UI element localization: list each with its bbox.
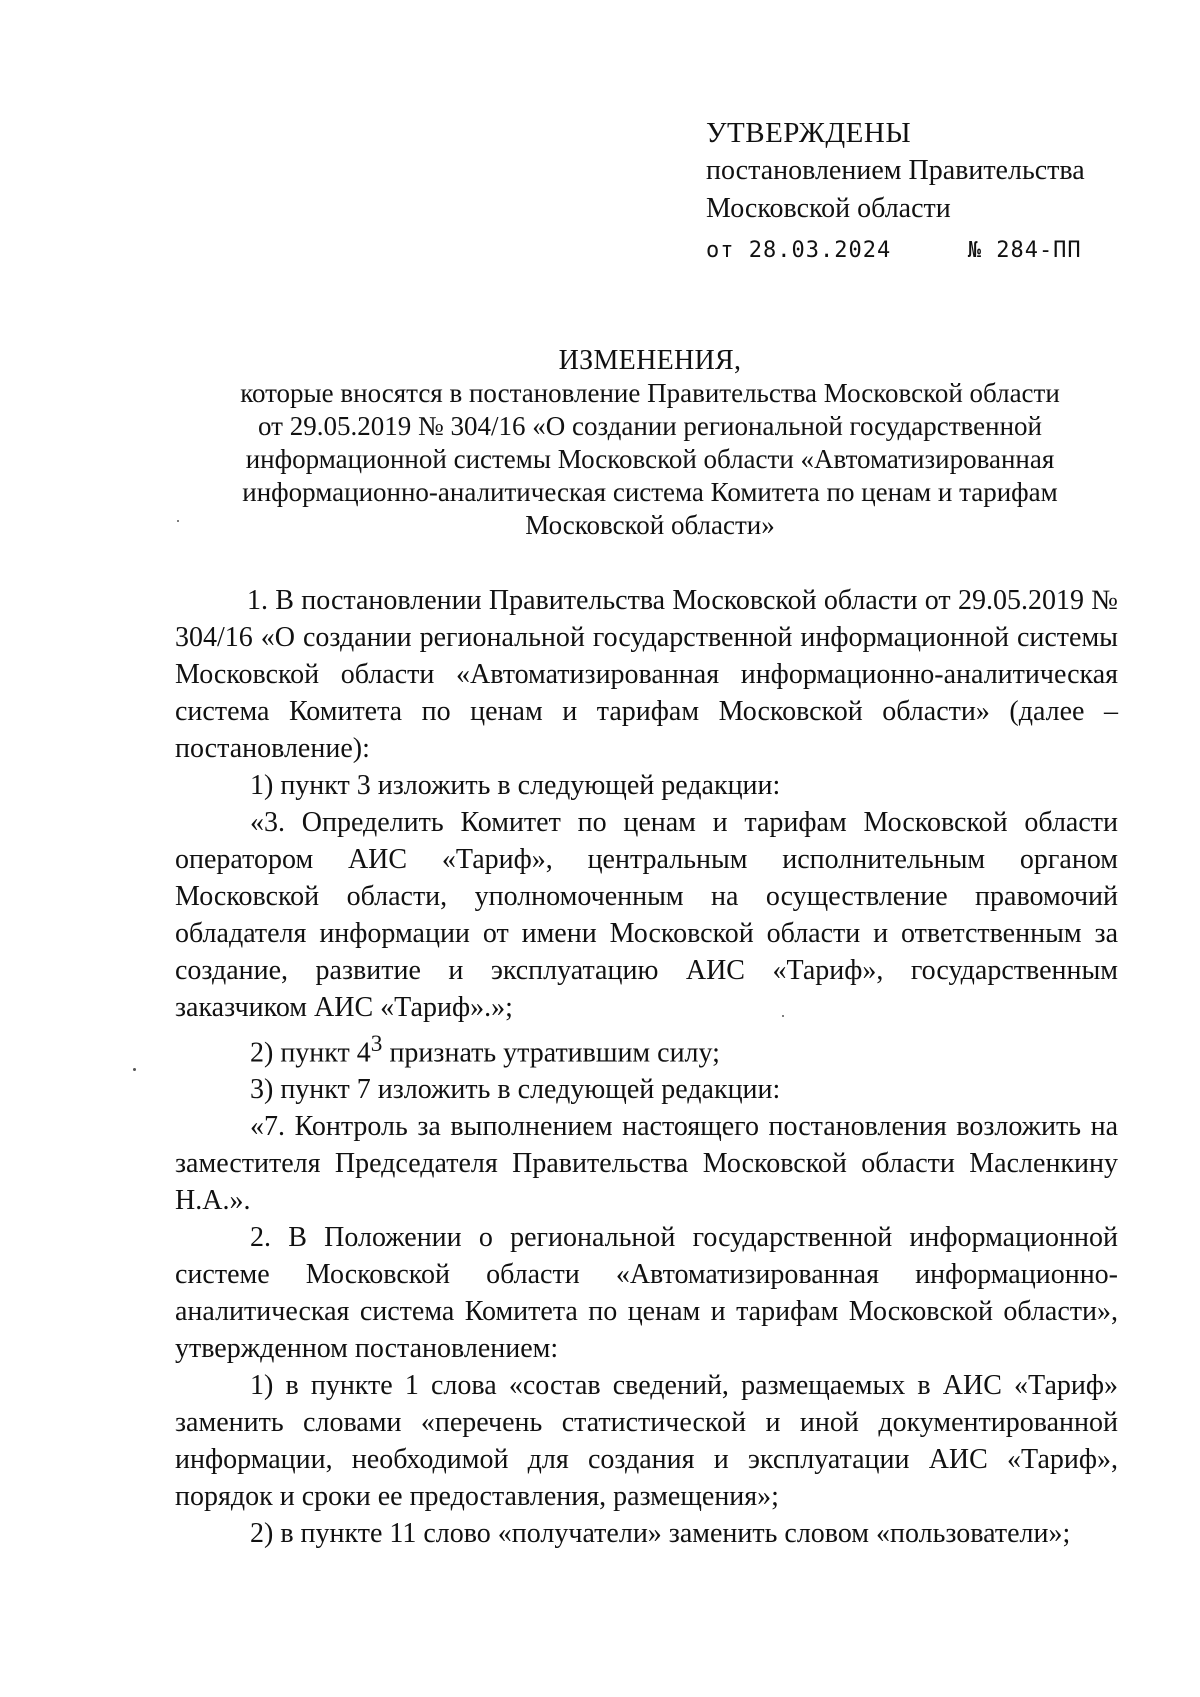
paragraph-4 (175, 1026, 1118, 1071)
paragraph-4-before: 2) пункт 4 (250, 1037, 371, 1069)
approval-stamp (706, 114, 1146, 270)
heading-title: ИЗМЕНЕНИЯ, (558, 345, 742, 376)
heading-line-5: Московской области» (525, 510, 775, 540)
approval-title: УТВЕРЖДЕНЫ (706, 117, 912, 149)
scan-speck (177, 520, 179, 522)
paragraph-4-superscript: 3 (370, 1031, 383, 1057)
approval-date-prefix: от (706, 238, 735, 263)
paragraph-9: 2) в пункте 11 слово «получатели» заменить словом «пользователи»; (250, 1518, 1071, 1550)
paragraph-7: 2. В Положении о региональной государственной информационной системе Московской области «Автоматизированная информационно-аналитическая система Комитета по ценам и тарифам Московской области», утвержденном постановлением: (175, 1222, 1118, 1365)
scan-speck (782, 1015, 784, 1017)
paragraph-2: 1) пункт 3 изложить в следующей редакции: (250, 770, 781, 801)
scan-speck (133, 1068, 136, 1071)
heading-line-3: информационной системы Московской области «Автоматизированная (245, 444, 1055, 474)
paragraph-8: 1) в пункте 1 слова «состав сведений, размещаемых в АИС «Тариф» заменить словами «перечень статистической и иной документированной информации, необходимой для создания и эксплуатации АИС «Тариф», порядок и сроки ее предоставления, размещения»; (175, 1370, 1118, 1513)
approval-line-1: постановлением Правительства (706, 155, 1085, 186)
approval-number: 284-ПП (996, 238, 1082, 263)
paragraph-3: «3. Определить Комитет по ценам и тарифам Московской области оператором АИС «Тариф», центральным исполнительным органом Московской области, уполномоченным на осуществление правомочий обладателя информации от имени Московской области и ответственным за создание, развитие и эксплуатацию АИС «Тариф», государственным заказчиком АИС «Тариф».»; (175, 807, 1118, 1023)
heading-line-1: которые вносятся в постановление Правительства Московской области (240, 378, 1060, 408)
paragraph-4-after: признать утратившим силу; (382, 1037, 720, 1069)
heading-line-2: от 29.05.2019 № 304/16 «О создании региональной государственной (258, 411, 1042, 441)
document-body (175, 582, 1118, 1552)
approval-line-2: Московской области (706, 193, 951, 224)
paragraph-6: «7. Контроль за выполнением настоящего постановления возложить на заместителя Председателя Правительства Московской области Масленкину Н.А.». (175, 1111, 1118, 1217)
paragraph-5: 3) пункт 7 изложить в следующей редакции: (250, 1074, 781, 1106)
approval-date-line (706, 232, 1146, 270)
paragraph-1: 1. В постановлении Правительства Московской области от 29.05.2019 № 304/16 «О создании региональной государственной информационной системы Московской области «Автоматизированная информационно-аналитическая система Комитета по ценам и тарифам Московской области» (далее – постановление): (175, 585, 1118, 764)
approval-number-sign: № (967, 238, 982, 263)
heading-line-4: информационно-аналитическая система Комитета по ценам и тарифам (242, 477, 1058, 507)
document-heading (180, 344, 1120, 542)
approval-date: 28.03.2024 (748, 238, 892, 263)
